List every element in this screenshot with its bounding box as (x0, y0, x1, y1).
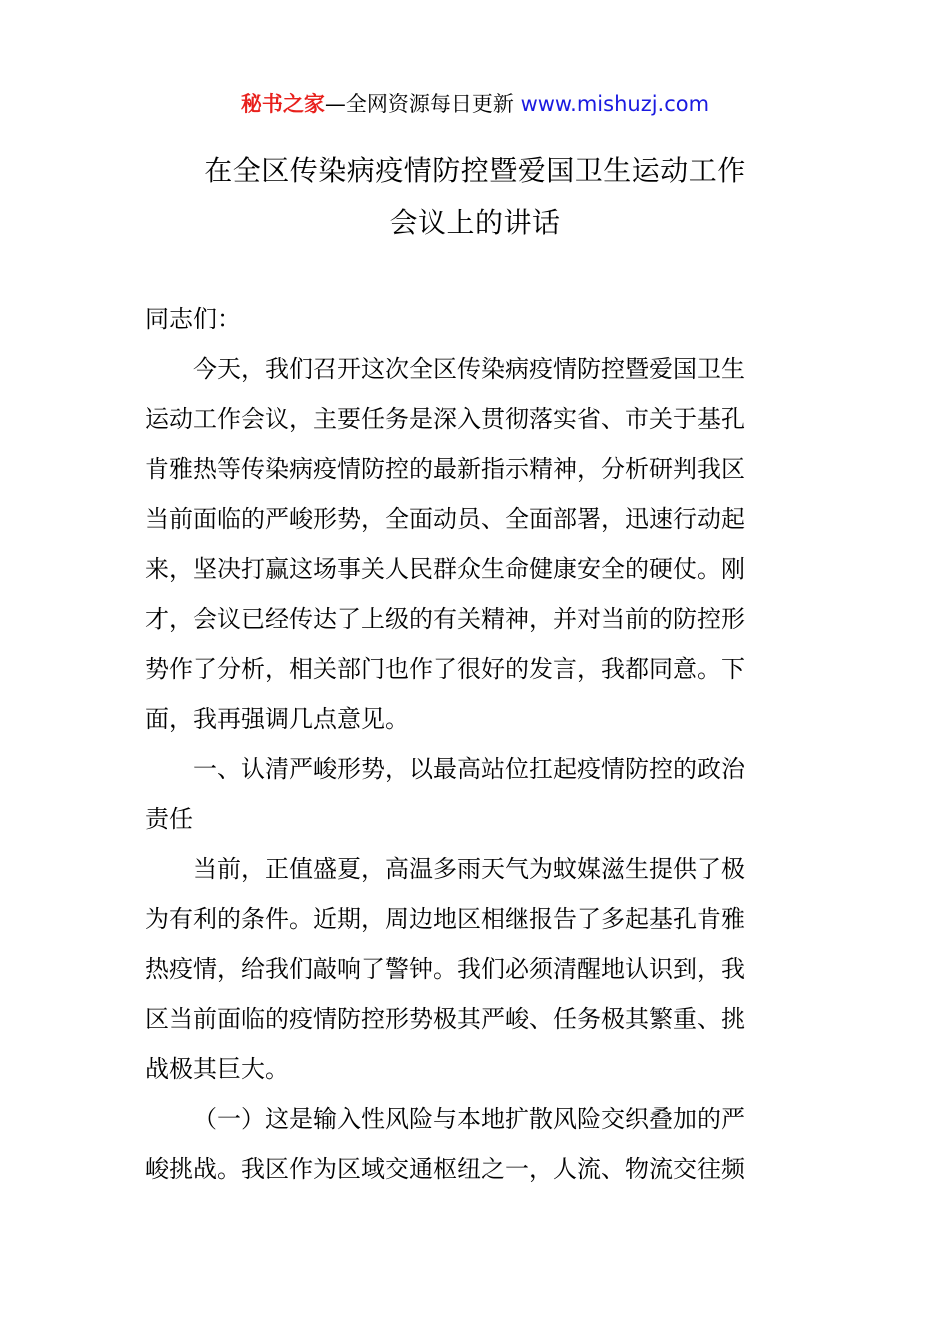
header-dash: — (324, 92, 346, 116)
section-heading-line: 一、认清严峻形势，以最高站位扛起疫情防控的政治 (193, 755, 745, 783)
paragraph-line: 才，会议已经传达了上级的有关精神，并对当前的防控形 (145, 605, 745, 633)
document-title (0, 145, 950, 249)
paragraph-line: 当前，正值盛夏，高温多雨天气为蚊媒滋生提供了极 (193, 855, 745, 883)
paragraph-line: 战极其巨大。 (145, 1055, 289, 1083)
paragraph-line: 热疫情，给我们敲响了警钟。我们必须清醒地认识到，我 (145, 955, 745, 983)
paragraph-line: 为有利的条件。近期，周边地区相继报告了多起基孔肯雅 (145, 905, 745, 933)
header-tagline: 全网资源每日更新 (345, 92, 514, 116)
section-heading-line: 责任 (145, 805, 193, 833)
paragraph-line: 运动工作会议，主要任务是深入贯彻落实省、市关于基孔 (145, 405, 745, 433)
title-line-1: 在全区传染病疫情防控暨爱国卫生运动工作 (204, 154, 746, 187)
paragraph-line: 今天，我们召开这次全区传染病疫情防控暨爱国卫生 (193, 355, 745, 383)
site-url-link[interactable]: www.mishuzj.com (520, 92, 710, 116)
paragraph-line: 区当前面临的疫情防控形势极其严峻、任务极其繁重、挑 (145, 1005, 745, 1033)
paragraph-line: 来，坚决打赢这场事关人民群众生命健康安全的硬仗。刚 (145, 555, 745, 583)
paragraph-line: 肯雅热等传染病疫情防控的最新指示精神，分析研判我区 (145, 455, 745, 483)
paragraph-line: （一）这是输入性风险与本地扩散风险交织叠加的严 (193, 1105, 745, 1133)
brand-name: 秘书之家 (240, 92, 325, 116)
document-body (145, 294, 809, 1194)
paragraph-line: 面，我再强调几点意见。 (145, 705, 409, 733)
title-line-2: 会议上的讲话 (389, 206, 561, 239)
site-header (0, 88, 950, 120)
paragraph-line: 峻挑战。我区作为区域交通枢纽之一，人流、物流交往频 (145, 1155, 745, 1183)
salutation: 同志们： (145, 305, 241, 333)
paragraph-line: 势作了分析，相关部门也作了很好的发言，我都同意。下 (145, 655, 745, 683)
paragraph-line: 当前面临的严峻形势，全面动员、全面部署，迅速行动起 (145, 505, 745, 533)
